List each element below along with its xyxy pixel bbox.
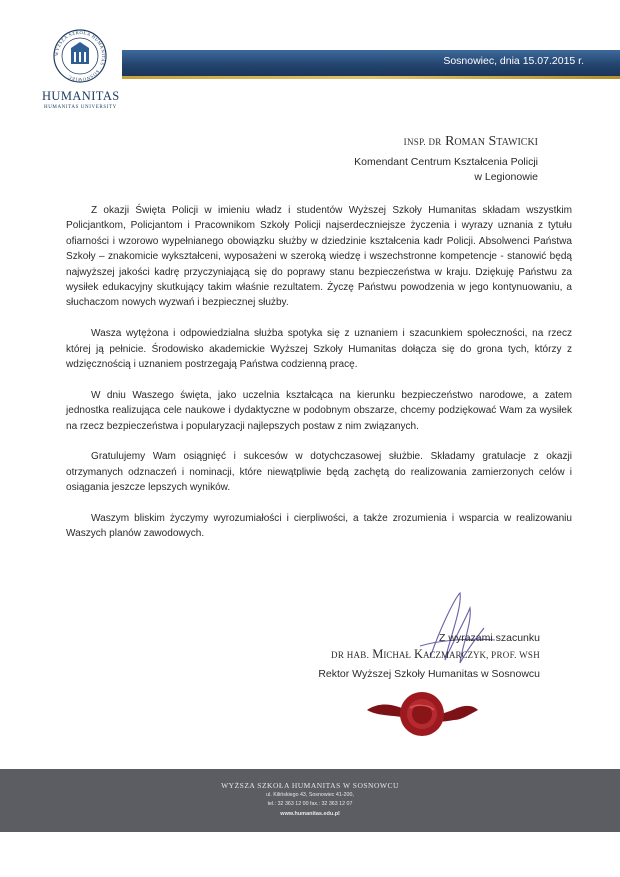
signatory-title: DR HAB. [331,650,370,660]
body-paragraph: W dniu Waszego święta, jako uczelnia kształcąca na kierunku bezpieczeństwo narodowe, a zatem jednostka realizująca cele naukowe i dydaktyczne w podobnym obszarze, chcemy podziękować Wam za wysiłek na rzecz bezpieczeństwa i popularyzacji najlepszych postaw z nim związanych. [66,389,572,432]
letter-body [66,203,572,557]
university-logo [52,28,108,84]
body-paragraph: Wasza wytężona i odpowiedzialna służba spotyka się z uznaniem i szacunkiem społeczności, na rzecz której ją pełnicie. Środowisko akademickie Wyższej Szkoły Humanitas dołącza się do grona tych, którzy z wdzięcznością i uznaniem postrzegają Państwa codzienną pracę. [66,328,572,371]
footer-website[interactable]: www.humanitas.edu.pl [280,811,340,817]
logo-subtitle: HUMANITAS UNIVERSITY [44,105,117,110]
svg-text:WYŻSZA SZKOŁA HUMANITAS · SOSN: WYŻSZA SZKOŁA HUMANITAS · SOSNOWIEC [53,29,107,83]
signatory-name [331,647,540,662]
signatory-fullname: Michał Kaczmarczyk [372,647,487,661]
body-paragraph: Z okazji Święta Policji w imieniu władz i studentów Wyższej Szkoły Humanitas składam wszystkim Policjantkom, Policjantom i Pracownikom Szkoły Policji najserdeczniejsze życzenia i wyrazy uznania z tytułu ofiarności i wzorowo wypełnianego obowiązku służby w dziedzinie kształcenia kadr Policji. Absolwenci Państwa Szkoły – znakomicie wykształceni, wyposażeni w szeroką wiedzę i wszechstronne kompetencje - stanowić będą najwyższej jakości kadrę przyczyniającą się do poprawy stanu bezpieczeństwa w kraju. Dziękuję Państwu za wysiłek edukacyjny skutkujący takim właśnie rezultatem. Życzę Państwu powodzenia w jego kontynuowaniu, a słuchaczom nowych wyzwań i bezpiecznej służby. [66,205,572,309]
signatory-suffix: , PROF. WSH [486,650,540,660]
addressee-location: w Legionowie [474,171,538,183]
addressee-name [404,134,538,150]
signatory-role: Rektor Wyższej Szkoły Humanitas w Sosnowcu [318,668,540,680]
header-gold-stripe [122,76,620,79]
addressee-position: Komendant Centrum Kształcenia Policji [354,156,538,168]
wax-seal [362,680,482,750]
letter-date: Sosnowiec, dnia 15.07.2015 r. [443,55,584,67]
body-paragraph: Waszym bliskim życzymy wyrozumiałości i cierpliwości, a także zrozumienia i wsparcia w realizowaniu Waszych planów zawodowych. [66,513,572,540]
closing-regards: Z wyrazami szacunku [439,632,540,644]
body-paragraph: Gratulujemy Wam osiągnięć i sukcesów w dotychczasowej służbie. Składamy gratulacje z okazji otrzymanych odznaczeń i nominacji, które niewątpliwie będą zachętą do realizowania zamierzonych celów i osiągania jeszcze lepszych wyników. [66,451,572,494]
addressee-title: INSP. DR [403,137,442,147]
footer-address: ul. Kilińskiego 43, Sosnowiec 41-200, [266,792,354,798]
footer-phone: tel.: 32 363 12 00 fax.: 32 363 12 07 [267,801,353,807]
footer-org: WYŻSZA SZKOŁA HUMANITAS W SOSNOWCU [221,781,399,790]
addressee-fullname: Roman Stawicki [445,134,538,149]
logo-wordmark: HUMANITAS [42,89,120,103]
